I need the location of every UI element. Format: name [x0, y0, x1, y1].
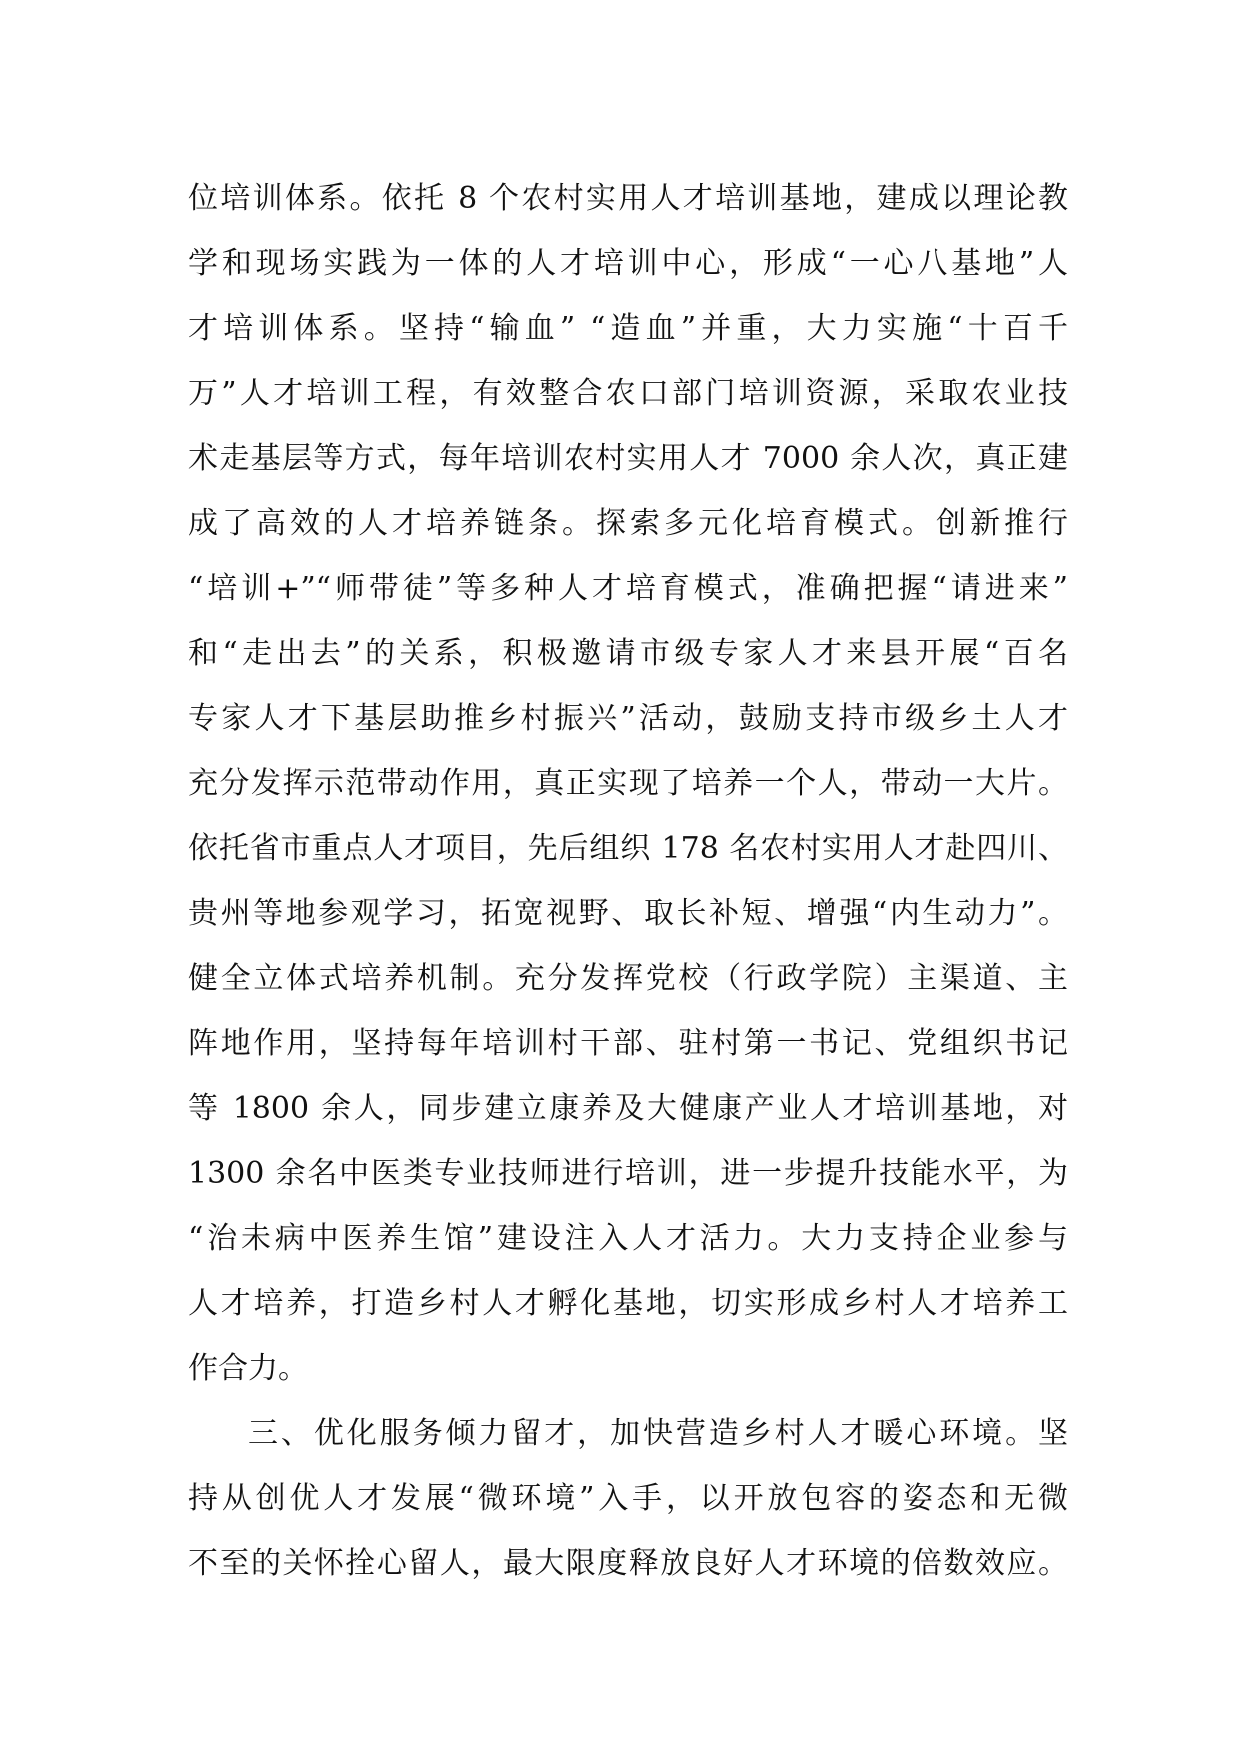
section-heading-line: 三、优化服务倾力留才，加快营造乡村人才暖心环境。坚 — [248, 1416, 1068, 1451]
text-line: 专家人才下基层助推乡村振兴”活动，鼓励支持市级乡土人才 — [188, 701, 1068, 736]
text-line: 依托省市重点人才项目，先后组织 178 名农村实用人才赴四川、 — [188, 831, 1068, 866]
text-line: 等 1800 余人，同步建立康养及大健康产业人才培训基地，对 — [188, 1091, 1068, 1126]
text-line: 和“走出去”的关系，积极邀请市级专家人才来县开展“百名 — [188, 636, 1068, 671]
text-line: 成了高效的人才培养链条。探索多元化培育模式。创新推行 — [188, 506, 1068, 541]
text-line: 才培训体系。坚持“输血” “造血”并重，大力实施“十百千 — [188, 311, 1068, 346]
text-line: 术走基层等方式，每年培训农村实用人才 7000 余人次，真正建 — [188, 441, 1068, 476]
body-text — [188, 166, 1068, 1596]
text-line: 人才培养，打造乡村人才孵化基地，切实形成乡村人才培养工 — [188, 1286, 1068, 1321]
text-line: 位培训体系。依托 8 个农村实用人才培训基地，建成以理论教 — [188, 181, 1068, 216]
text-line: 贵州等地参观学习，拓宽视野、取长补短、增强“内生动力”。 — [188, 896, 1068, 931]
text-line: 不至的关怀拴心留人，最大限度释放良好人才环境的倍数效应。 — [188, 1546, 1068, 1581]
text-line: 1300 余名中医类专业技师进行培训，进一步提升技能水平，为 — [188, 1156, 1068, 1191]
text-line: 万”人才培训工程，有效整合农口部门培训资源，采取农业技 — [188, 376, 1068, 411]
text-line: “治未病中医养生馆”建设注入人才活力。大力支持企业参与 — [188, 1221, 1068, 1256]
text-line: 充分发挥示范带动作用，真正实现了培养一个人，带动一大片。 — [188, 766, 1068, 801]
text-line: 健全立体式培养机制。充分发挥党校（行政学院）主渠道、主 — [188, 961, 1068, 996]
text-line: 持从创优人才发展“微环境”入手，以开放包容的姿态和无微 — [188, 1481, 1068, 1516]
text-line: 阵地作用，坚持每年培训村干部、驻村第一书记、党组织书记 — [188, 1026, 1068, 1061]
paragraph-end-line: 作合力。 — [188, 1351, 308, 1386]
text-line: “培训+”“师带徒”等多种人才培育模式，准确把握“请进来” — [188, 571, 1068, 606]
text-line: 学和现场实践为一体的人才培训中心，形成“一心八基地”人 — [188, 246, 1068, 281]
